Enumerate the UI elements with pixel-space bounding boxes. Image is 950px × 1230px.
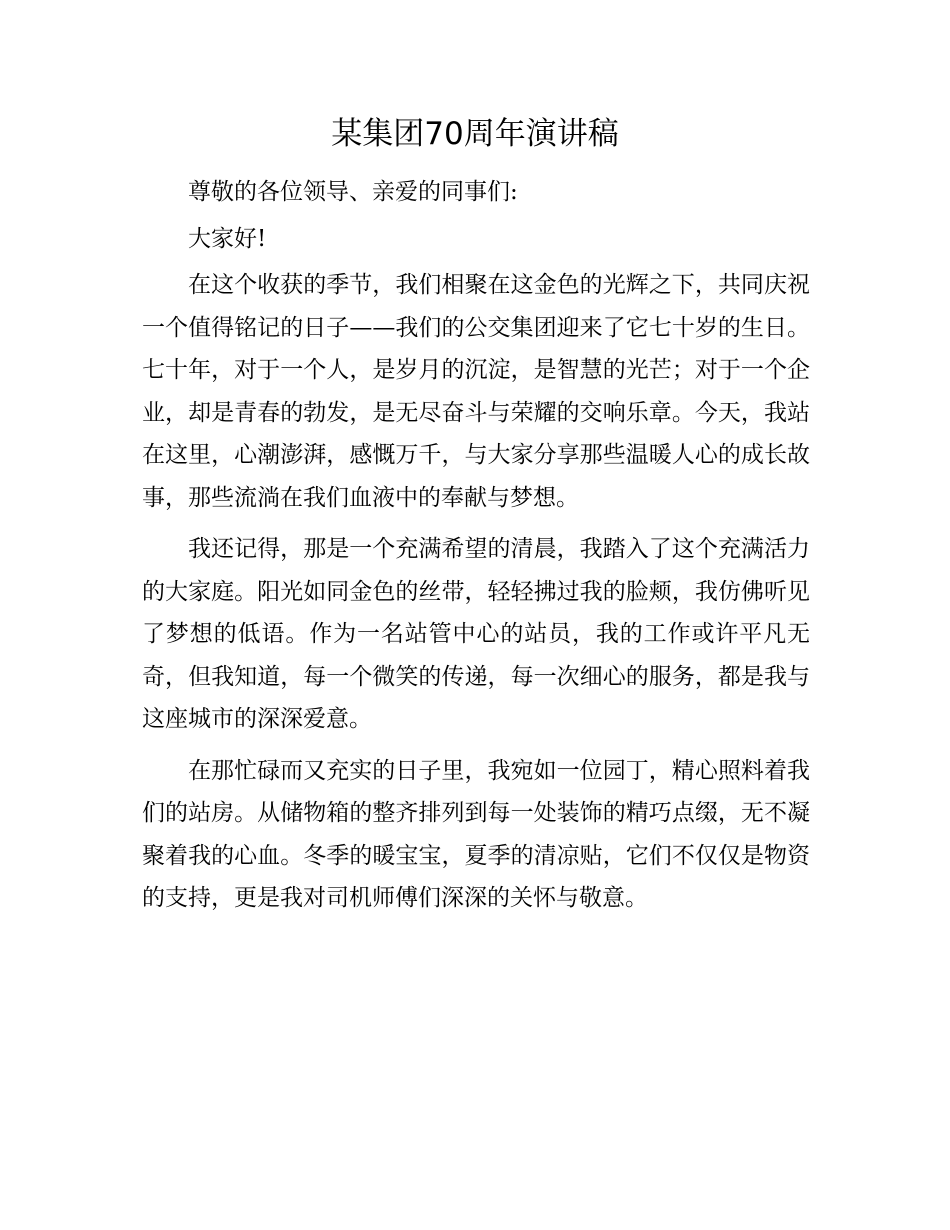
salutation-line: 尊敬的各位领导、亲爱的同事们:: [188, 179, 518, 205]
paragraph-2: 我还记得，那是一个充满希望的清晨，我踏入了这个充满活力的大家庭。阳光如同金色的丝带，轻轻拂过我的脸颊，我仿佛听见了梦想的低语。作为一名站管中心的站员，我的工作或许平凡无奇，但我知道，每一个微笑的传递，每一次细心的服务，都是我与这座城市的深深爱意。: [142, 536, 810, 732]
paragraph-3: 在那忙碌而又充实的日子里，我宛如一位园丁，精心照料着我们的站房。从储物箱的整齐排列到每一处装饰的精巧点缀，无不凝聚着我的心血。冬季的暖宝宝，夏季的清凉贴，它们不仅仅是物资的支持，更是我对司机师傅们深深的关怀与敬意。: [142, 757, 810, 911]
document-title: 某集团70周年演讲稿: [331, 116, 619, 152]
document-body: [142, 171, 810, 920]
paragraph-1: 在这个收获的季节，我们相聚在这金色的光辉之下，共同庆祝一个值得铭记的日子——我们的公交集团迎来了它七十岁的生日。七十年，对于一个人，是岁月的沉淀，是智慧的光芒；对于一个企业，却是青春的勃发，是无尽奋斗与荣耀的交响乐章。今天，我站在这里，心潮澎湃，感慨万千，与大家分享那些温暖人心的成长故事，那些流淌在我们血液中的奉献与梦想。: [142, 272, 810, 511]
greeting-line: 大家好!: [188, 225, 267, 252]
